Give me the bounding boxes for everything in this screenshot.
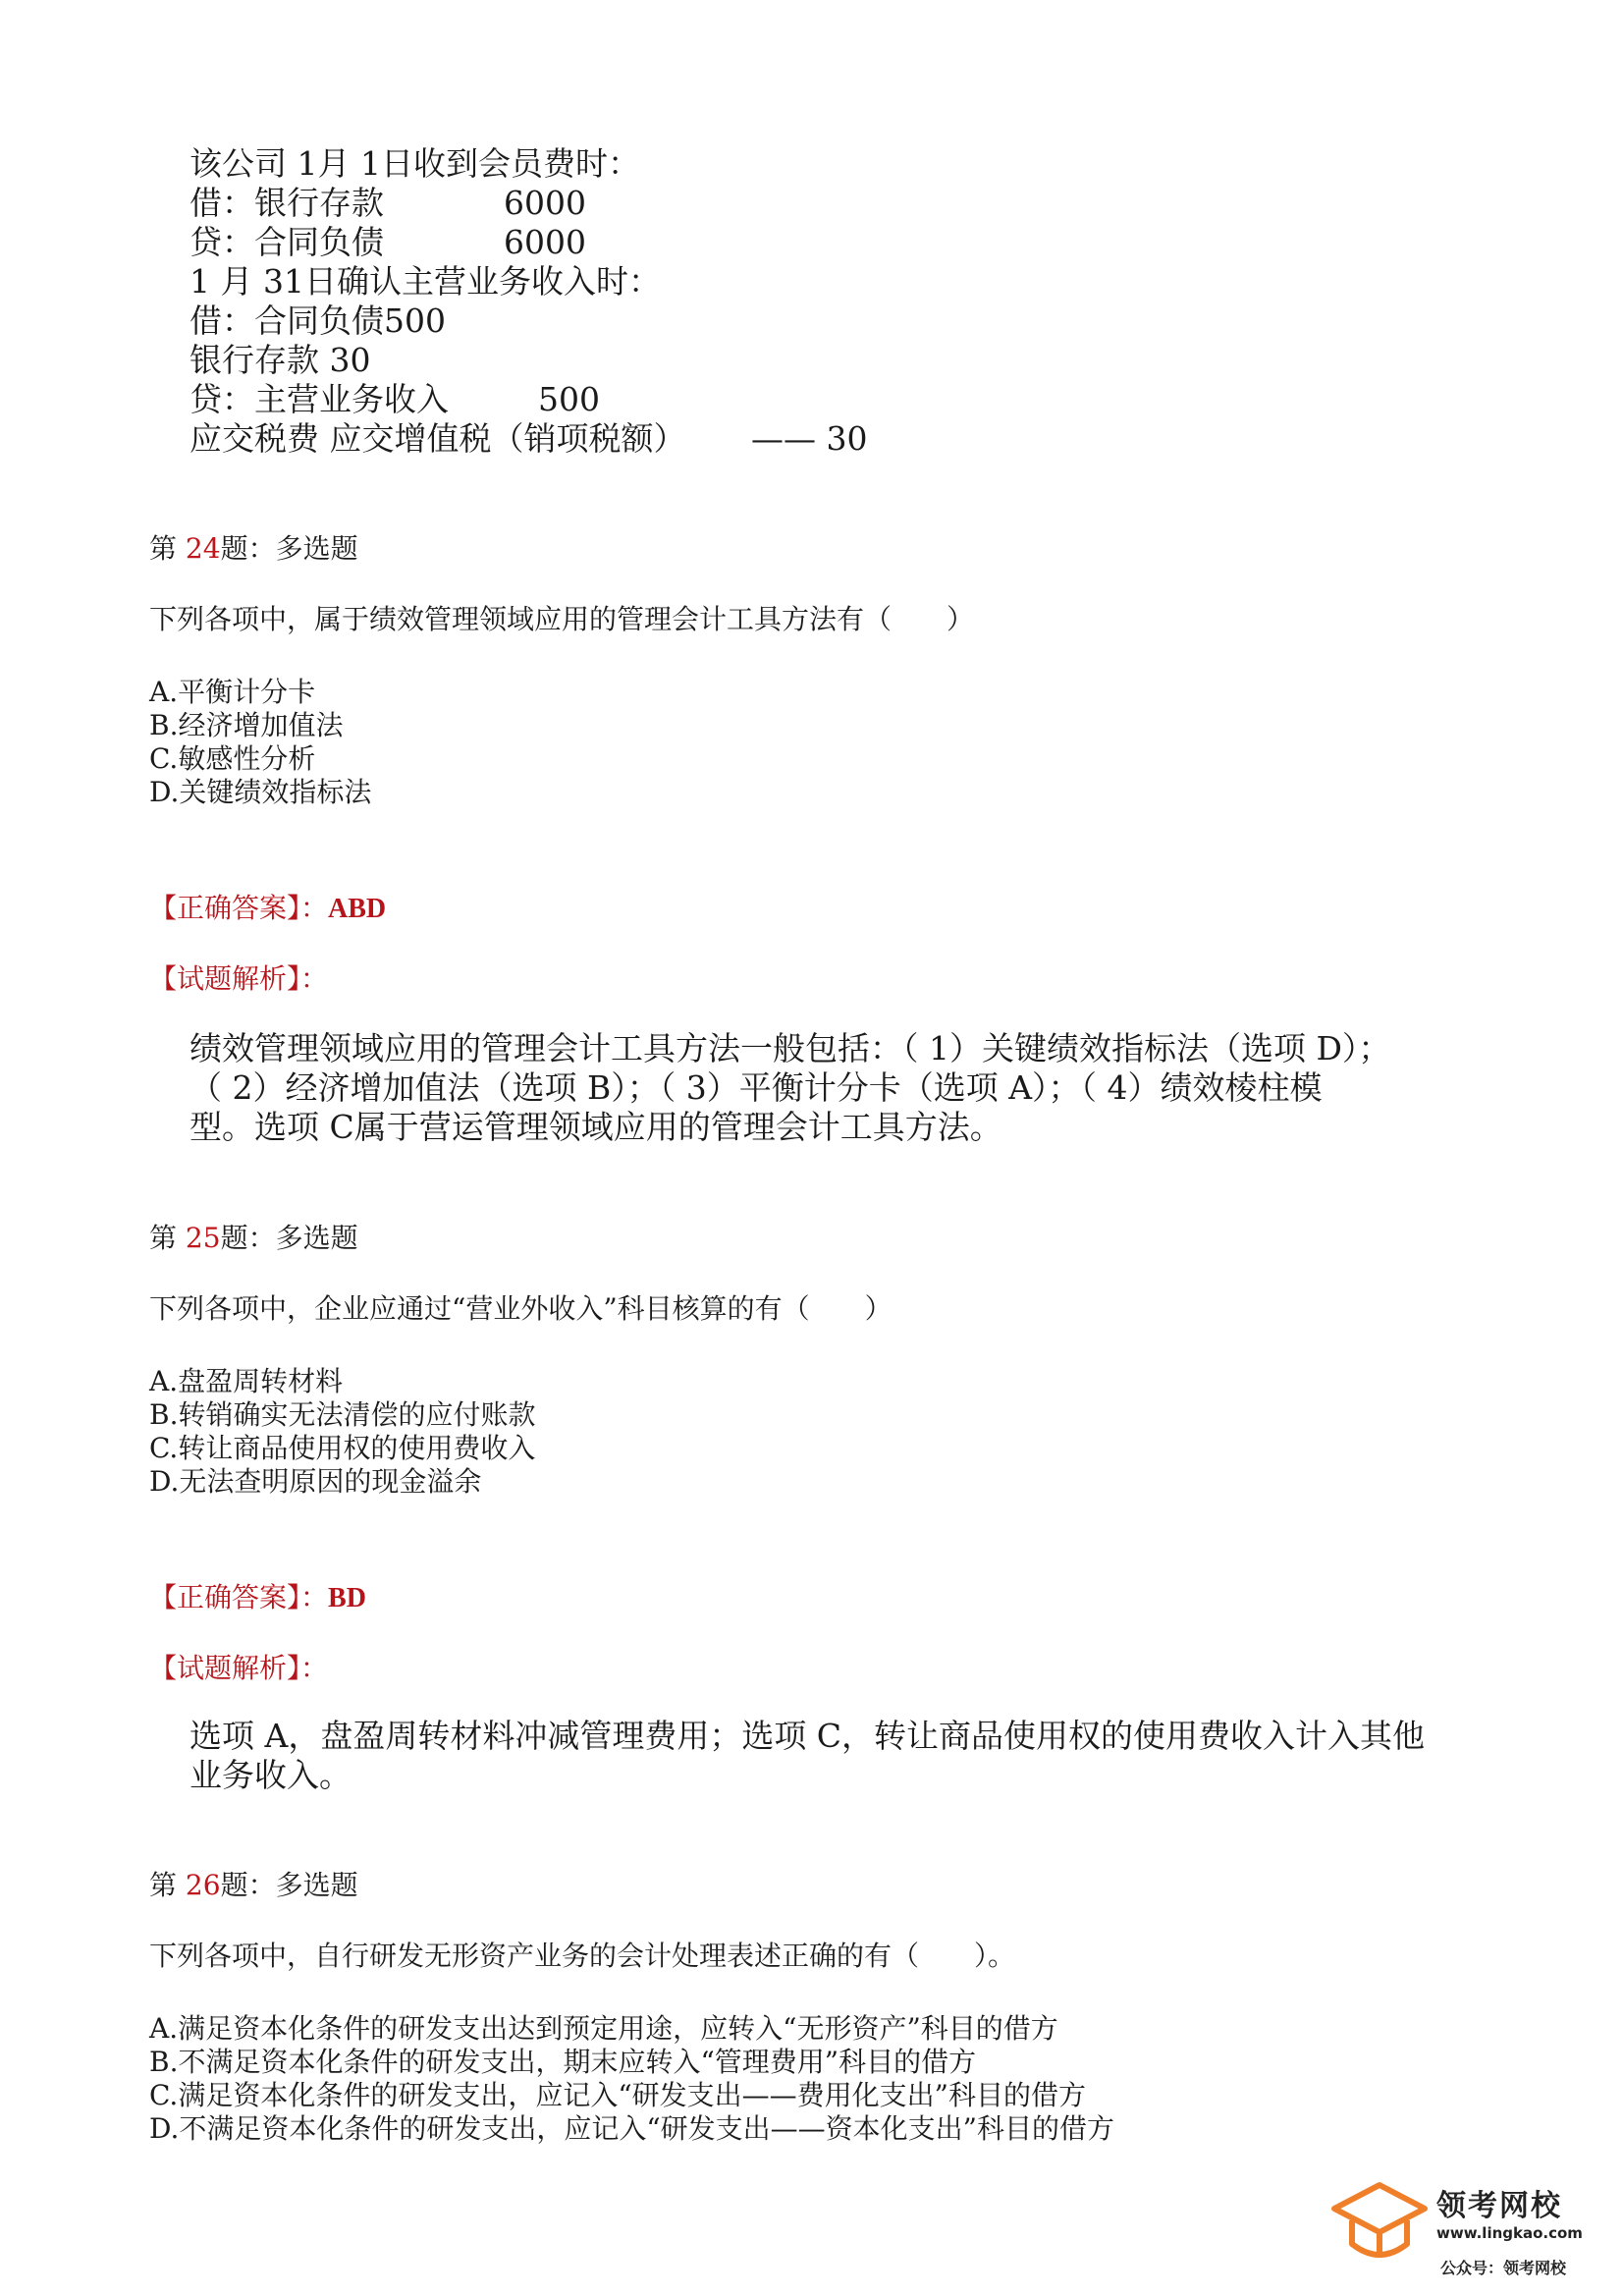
- option-b: B.经济增加值法: [149, 709, 344, 741]
- question-heading: [149, 532, 358, 566]
- answer-row: [149, 887, 386, 926]
- question-stem: 下列各项中，自行研发无形资产业务的会计处理表述正确的有（ ）。: [149, 1940, 1016, 1972]
- logo-wechat: 公众号：领考网校: [1440, 2259, 1567, 2277]
- intro-line: 该公司 1月 1日收到会员费时：: [189, 144, 640, 183]
- question-heading: [149, 1869, 358, 1902]
- analysis-label: 【试题解析】：: [149, 962, 329, 995]
- option-c: C.敏感性分析: [149, 742, 316, 775]
- answer-row: [149, 1576, 366, 1615]
- intro-line: 应交税费 应交增值税（销项税额）: [189, 419, 686, 458]
- question-stem: 下列各项中，企业应通过“营业外收入”科目核算的有（ ）: [149, 1292, 893, 1325]
- option-c: C.满足资本化条件的研发支出，应记入“研发支出——费用化支出”科目的借方: [149, 2079, 1086, 2111]
- answer-value: ABD: [328, 894, 387, 924]
- intro-amount: 6000: [504, 184, 586, 222]
- question-type: 题：多选题: [220, 1869, 358, 1901]
- option-d: D.无法查明原因的现金溢余: [149, 1465, 482, 1498]
- question-prefix: 第: [149, 532, 178, 565]
- answer-value: BD: [328, 1583, 366, 1613]
- analysis-text: [189, 1029, 1466, 1147]
- question-type: 题：多选题: [220, 1222, 358, 1254]
- question-prefix: 第: [149, 1222, 178, 1254]
- intro-line: 1 月 31日确认主营业务收入时：: [189, 262, 661, 301]
- question-number: 26: [185, 1869, 221, 1901]
- intro-line: 银行存款 30: [189, 341, 371, 379]
- option-a: A.盘盈周转材料: [149, 1365, 344, 1397]
- analysis-label: 【试题解析】：: [149, 1652, 329, 1684]
- logo-name: 领考网校: [1436, 2189, 1562, 2223]
- option-a: A.平衡计分卡: [149, 676, 316, 708]
- question-prefix: 第: [149, 1869, 178, 1901]
- intro-line: 借：合同负债500: [189, 301, 446, 340]
- analysis-line: 型。选项 C属于营运管理领域应用的管理会计工具方法。: [189, 1108, 1002, 1146]
- question-heading: [149, 1222, 358, 1255]
- analysis-line: （ 2）经济增加值法（选项 B）；（ 3）平衡计分卡（选项 A）；（ 4）绩效棱柱模: [189, 1068, 1323, 1107]
- analysis-line: 绩效管理领域应用的管理会计工具方法一般包括：（ 1）关键绩效指标法（选项 D）；: [189, 1029, 1391, 1067]
- analysis-line: 业务收入。: [189, 1756, 352, 1794]
- question-type: 题：多选题: [220, 532, 358, 565]
- logo-url: www.lingkao.com: [1436, 2224, 1583, 2242]
- option-d: D.关键绩效指标法: [149, 776, 372, 808]
- answer-label: 【正确答案】：: [149, 1581, 329, 1613]
- intro-line: 贷：主营业务收入: [189, 380, 449, 418]
- analysis-text: [189, 1717, 1466, 1795]
- question-number: 24: [185, 532, 221, 565]
- intro-amount: 6000: [504, 223, 586, 261]
- analysis-line: 选项 A，盘盈周转材料冲减管理费用；选项 C，转让商品使用权的使用费收入计入其他: [189, 1717, 1426, 1755]
- question-number: 25: [185, 1222, 221, 1254]
- question-stem: 下列各项中，属于绩效管理领域应用的管理会计工具方法有（ ）: [149, 603, 975, 635]
- intro-line: 借：银行存款: [189, 184, 384, 222]
- lingkao-logo: [1330, 2175, 1586, 2283]
- option-d: D.不满足资本化条件的研发支出，应记入“研发支出——资本化支出”科目的借方: [149, 2112, 1114, 2145]
- option-b: B.不满足资本化条件的研发支出，期末应转入“管理费用”科目的借方: [149, 2046, 977, 2078]
- graduation-cap-icon: [1330, 2177, 1429, 2275]
- answer-label: 【正确答案】：: [149, 892, 329, 924]
- option-b: B.转销确实无法清偿的应付账款: [149, 1398, 536, 1431]
- option-c: C.转让商品使用权的使用费收入: [149, 1432, 536, 1464]
- intro-amount: —— 30: [751, 419, 868, 458]
- intro-line: 贷：合同负债: [189, 223, 384, 261]
- intro-amount: 500: [538, 380, 600, 418]
- option-a: A.满足资本化条件的研发支出达到预定用途，应转入“无形资产”科目的借方: [149, 2012, 1058, 2045]
